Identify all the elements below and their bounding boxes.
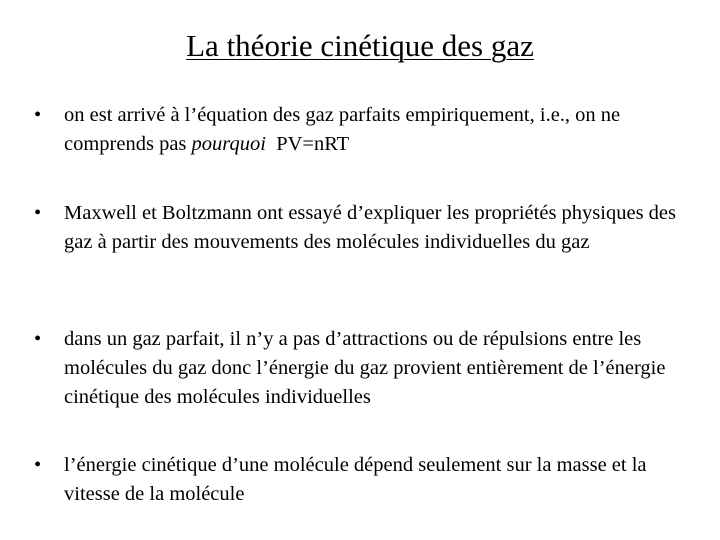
bullet-item (34, 101, 694, 159)
equation-text: PV=nRT (265, 133, 350, 155)
bullet-marker: • (34, 104, 42, 126)
emphasized-word: pourquoi (191, 133, 266, 155)
bullet-marker: • (34, 454, 42, 476)
bullet-marker: • (34, 202, 42, 224)
bullet-text (64, 101, 694, 159)
bullet-text: Maxwell et Boltzmann ont essayé d’expliquer les propriétés physiques des gaz à partir des mouvements des molécules individuelles du gaz (64, 202, 677, 253)
bullet-text-part: on est arrivé à l’équation des gaz parfaits empiriquement, i.e., on ne comprends pas (64, 104, 621, 155)
bullet-item (34, 199, 694, 257)
bullet-marker: • (34, 328, 42, 350)
bullet-item (34, 325, 694, 412)
bullet-text: dans un gaz parfait, il n’y a pas d’attractions ou de répulsions entre les molécules du gaz donc l’énergie du gaz provient entièrement de l’énergie cinétique des molécules individuelles (64, 328, 666, 408)
bullet-item (34, 451, 694, 509)
slide-title: La théorie cinétique des gaz (186, 28, 534, 63)
bullet-text: l’énergie cinétique d’une molécule dépend seulement sur la masse et la vitesse de la molécule (64, 454, 647, 505)
